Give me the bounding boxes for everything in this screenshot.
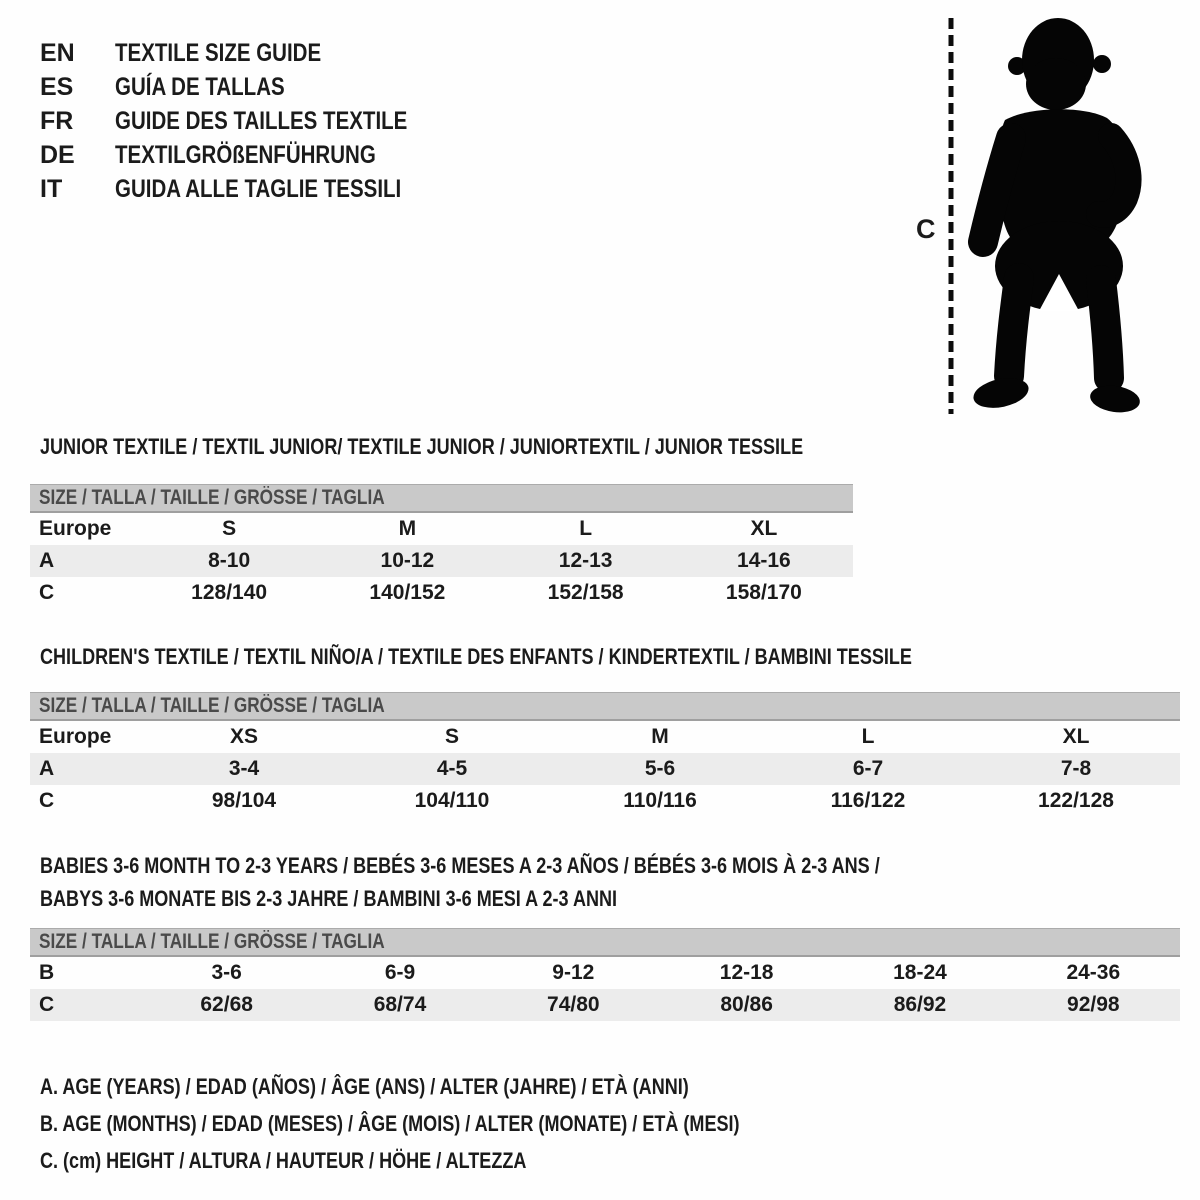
- size-cell: L: [579, 517, 593, 540]
- age-cell: 9-12: [552, 961, 595, 984]
- height-cell: 98/104: [211, 789, 277, 812]
- legend-notes: [40, 1068, 893, 1179]
- size-header-bar-children: SIZE / TALLA / TAILLE / GRÖSSE / TAGLIA: [30, 692, 1180, 721]
- language-code: DE: [40, 141, 75, 169]
- table-row: [30, 753, 1180, 785]
- row-label: B: [39, 961, 55, 984]
- height-cell: 152/158: [547, 581, 624, 604]
- age-cell: 24-36: [1066, 961, 1121, 984]
- height-cell: 140/152: [369, 581, 446, 604]
- size-cell: XS: [229, 725, 258, 748]
- language-row: [40, 138, 472, 172]
- height-cell: 62/68: [140, 989, 313, 1021]
- age-cell: 14-16: [675, 545, 853, 577]
- age-cell: 4-5: [348, 753, 556, 785]
- note-age-years: A. AGE (YEARS) / EDAD (AÑOS) / ÂGE (ANS) / ALTER (JAHRE) / ETÀ (ANNI): [40, 1074, 689, 1099]
- language-row: [40, 172, 472, 206]
- section-title-babies: BABIES 3-6 MONTH TO 2-3 YEARS / BEBÉS 3-6 MESES A 2-3 AÑOS / BÉBÉS 3-6 MOIS À 2-3 ANS / BABYS 3-6 MONATE BIS 2-3 JAHRE / BAMBINI 3-6 MESI A 2-3 ANNI: [40, 853, 880, 911]
- age-cell: 7-8: [972, 753, 1180, 785]
- age-cell: 6-9: [384, 961, 416, 984]
- size-header-bar-junior: SIZE / TALLA / TAILLE / GRÖSSE / TAGLIA: [30, 484, 853, 513]
- height-cell: 104/110: [414, 789, 490, 812]
- age-cell: 6-7: [764, 753, 972, 785]
- size-cell: L: [861, 725, 875, 748]
- age-cell: 5-6: [556, 753, 764, 785]
- children-size-table: [30, 721, 1180, 817]
- language-title: TEXTILGRÖßENFÜHRUNG: [115, 141, 376, 169]
- language-title: TEXTILE SIZE GUIDE: [115, 39, 322, 67]
- table-row: [30, 545, 853, 577]
- size-cell: S: [444, 725, 459, 748]
- height-cell: 92/98: [1007, 989, 1180, 1021]
- table-row: [30, 989, 1180, 1021]
- size-cell: XL: [750, 517, 778, 540]
- height-cell: 74/80: [487, 989, 660, 1021]
- toddler-silhouette: [905, 8, 1155, 420]
- age-cell: 12-13: [497, 545, 675, 577]
- row-label: C: [39, 789, 55, 812]
- language-row: [40, 36, 472, 70]
- note-age-months: B. AGE (MONTHS) / EDAD (MESES) / ÂGE (MOIS) / ALTER (MONATE) / ETÀ (MESI): [40, 1111, 740, 1136]
- age-cell: 10-12: [318, 545, 496, 577]
- section-title-children: CHILDREN'S TEXTILE / TEXTIL NIÑO/A / TEXTILE DES ENFANTS / KINDERTEXTIL / BAMBINI TESSILE: [40, 644, 912, 669]
- height-measure-label: C: [916, 214, 936, 244]
- size-cell: M: [651, 725, 669, 748]
- height-cell: 158/170: [725, 581, 802, 604]
- row-label: Europe: [39, 517, 112, 540]
- height-cell: 116/122: [830, 789, 906, 812]
- table-row: [30, 785, 1180, 817]
- height-cell: 68/74: [313, 989, 486, 1021]
- row-label: A: [30, 753, 140, 785]
- language-code: IT: [40, 175, 63, 203]
- language-code: ES: [40, 73, 74, 101]
- row-label: C: [30, 989, 140, 1021]
- size-header-bar-babies: SIZE / TALLA / TAILLE / GRÖSSE / TAGLIA: [30, 928, 1180, 957]
- language-title: GUÍA DE TALLAS: [115, 73, 285, 101]
- age-cell: 12-18: [719, 961, 774, 984]
- row-label: A: [30, 545, 140, 577]
- height-cell: 128/140: [191, 581, 268, 604]
- language-title: GUIDA ALLE TAGLIE TESSILI: [115, 175, 402, 203]
- language-row: [40, 104, 472, 138]
- table-row: [30, 513, 853, 545]
- table-row: [30, 577, 853, 609]
- language-code: EN: [40, 39, 75, 67]
- section-title-junior: JUNIOR TEXTILE / TEXTIL JUNIOR/ TEXTILE JUNIOR / JUNIORTEXTIL / JUNIOR TESSILE: [40, 434, 804, 459]
- age-cell: 3-4: [140, 753, 348, 785]
- note-height-cm: C. (cm) HEIGHT / ALTURA / HAUTEUR / HÖHE / ALTEZZA: [40, 1148, 527, 1173]
- language-code: FR: [40, 107, 74, 135]
- size-cell: S: [222, 517, 237, 540]
- row-label: C: [39, 581, 55, 604]
- language-row: [40, 70, 472, 104]
- age-cell: 3-6: [211, 961, 242, 984]
- size-cell: M: [398, 517, 417, 540]
- size-cell: XL: [1062, 725, 1090, 748]
- language-title-list: [40, 36, 472, 206]
- height-cell: 110/116: [623, 789, 697, 812]
- height-cell: 80/86: [660, 989, 833, 1021]
- language-title: GUIDE DES TAILLES TEXTILE: [115, 107, 408, 135]
- table-row: [30, 957, 1180, 989]
- junior-size-table: [30, 513, 853, 609]
- age-cell: 18-24: [893, 961, 947, 984]
- height-cell: 122/128: [1038, 789, 1114, 812]
- row-label: Europe: [39, 725, 112, 748]
- age-cell: 8-10: [140, 545, 318, 577]
- table-row: [30, 721, 1180, 753]
- height-cell: 86/92: [833, 989, 1006, 1021]
- babies-size-table: [30, 957, 1180, 1021]
